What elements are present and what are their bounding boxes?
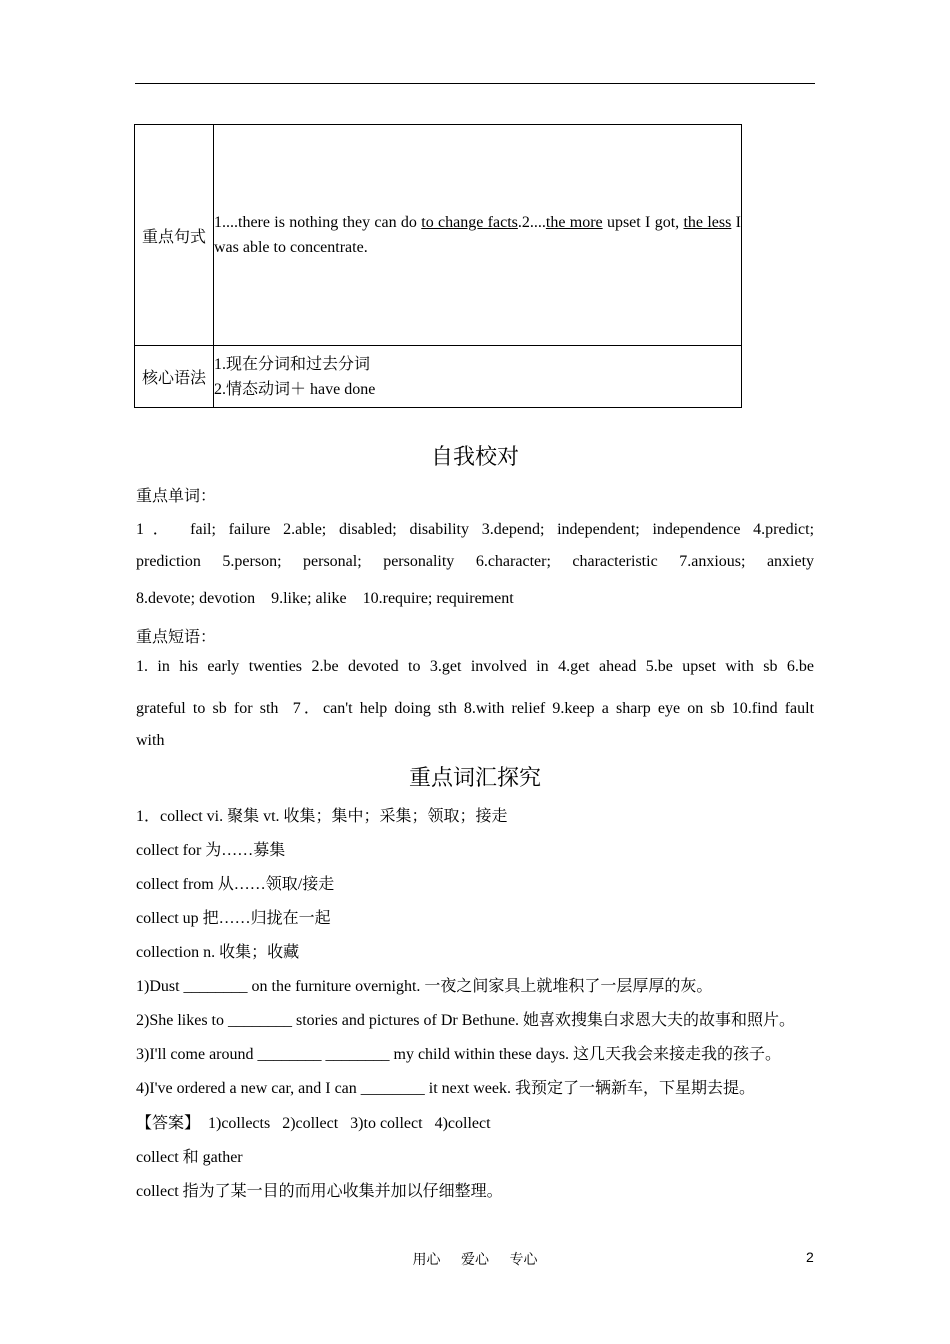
exercise-line: 2)She likes to ________ stories and pictures of Dr Bethune. 她喜欢搜集白求恩大夫的故事和照片。	[136, 1012, 796, 1029]
row-label: 重点句式	[135, 125, 214, 346]
phrases-heading: 重点短语：	[136, 629, 217, 646]
row-label: 核心语法	[135, 346, 214, 408]
grammar-item: 2.情态动词＋ have done	[214, 380, 376, 398]
answer-line: 【答案】 1)collects 2)collect 3)to collect 4)collect	[136, 1115, 491, 1132]
words-line: 1． fail; failure 2.able; disabled; disability 3.depend; independent; independence 4.predict;	[136, 521, 815, 538]
vocab-line: collect from 从……领取/接走	[136, 876, 335, 893]
phrases-line: 1. in his early twenties 2.be devoted to 3.get involved in 4.get ahead 5.be upset with sb 6.be	[136, 658, 815, 675]
phrases-line: grateful to sb for sth 7．can't help doing sth 8.with relief 9.keep a sharp eye on sb 10.find fault	[136, 700, 815, 717]
vocab-line: collect for 为……募集	[136, 842, 286, 859]
section-title-self-check: 自我校对	[430, 444, 519, 469]
vocab-line: 1．collect vi. 聚集 vt. 收集；集中；采集；领取；接走	[136, 808, 508, 825]
section-title-vocab: 重点词汇探究	[408, 765, 541, 790]
header-rule	[135, 83, 815, 84]
footer-item: 专心	[509, 1252, 538, 1268]
key-sentences-cell: 1....there is nothing they can do to change facts.2....the more upset I got, the less I was able to concentrate.	[214, 125, 742, 346]
vocab-line: collect 指为了某一目的而用心收集并加以仔细整理。	[136, 1183, 503, 1200]
exercise-line: 1)Dust ________ on the furniture overnight. 一夜之间家具上就堆积了一层厚厚的灰。	[136, 978, 713, 995]
exercise-line: 3)I'll come around ________ ________ my child within these days. 这几天我会来接走我的孩子。	[136, 1046, 782, 1063]
vocab-line: collect up 把……归拢在一起	[136, 910, 331, 927]
words-line: 8.devote; devotion 9.like; alike 10.require; requirement	[136, 590, 514, 607]
table-row	[135, 125, 742, 346]
page-number: 2	[806, 1249, 814, 1265]
table-row	[135, 346, 742, 408]
vocab-line: collection n. 收集；收藏	[136, 944, 300, 961]
footer-item: 用心	[412, 1252, 441, 1268]
words-heading: 重点单词：	[136, 488, 217, 505]
summary-table	[134, 124, 742, 408]
words-line: prediction 5.person; personal; personality 6.character; characteristic 7.anxious; anxiety	[136, 553, 815, 570]
core-grammar-cell	[214, 346, 742, 408]
grammar-item: 1.现在分词和过去分词	[214, 355, 371, 373]
phrases-line: with	[136, 732, 165, 749]
exercise-line: 4)I've ordered a new car, and I can ________ it next week. 我预定了一辆新车，下星期去提。	[136, 1080, 755, 1097]
footer-item: 爱心	[461, 1252, 489, 1268]
vocab-line: collect 和 gather	[136, 1149, 243, 1166]
